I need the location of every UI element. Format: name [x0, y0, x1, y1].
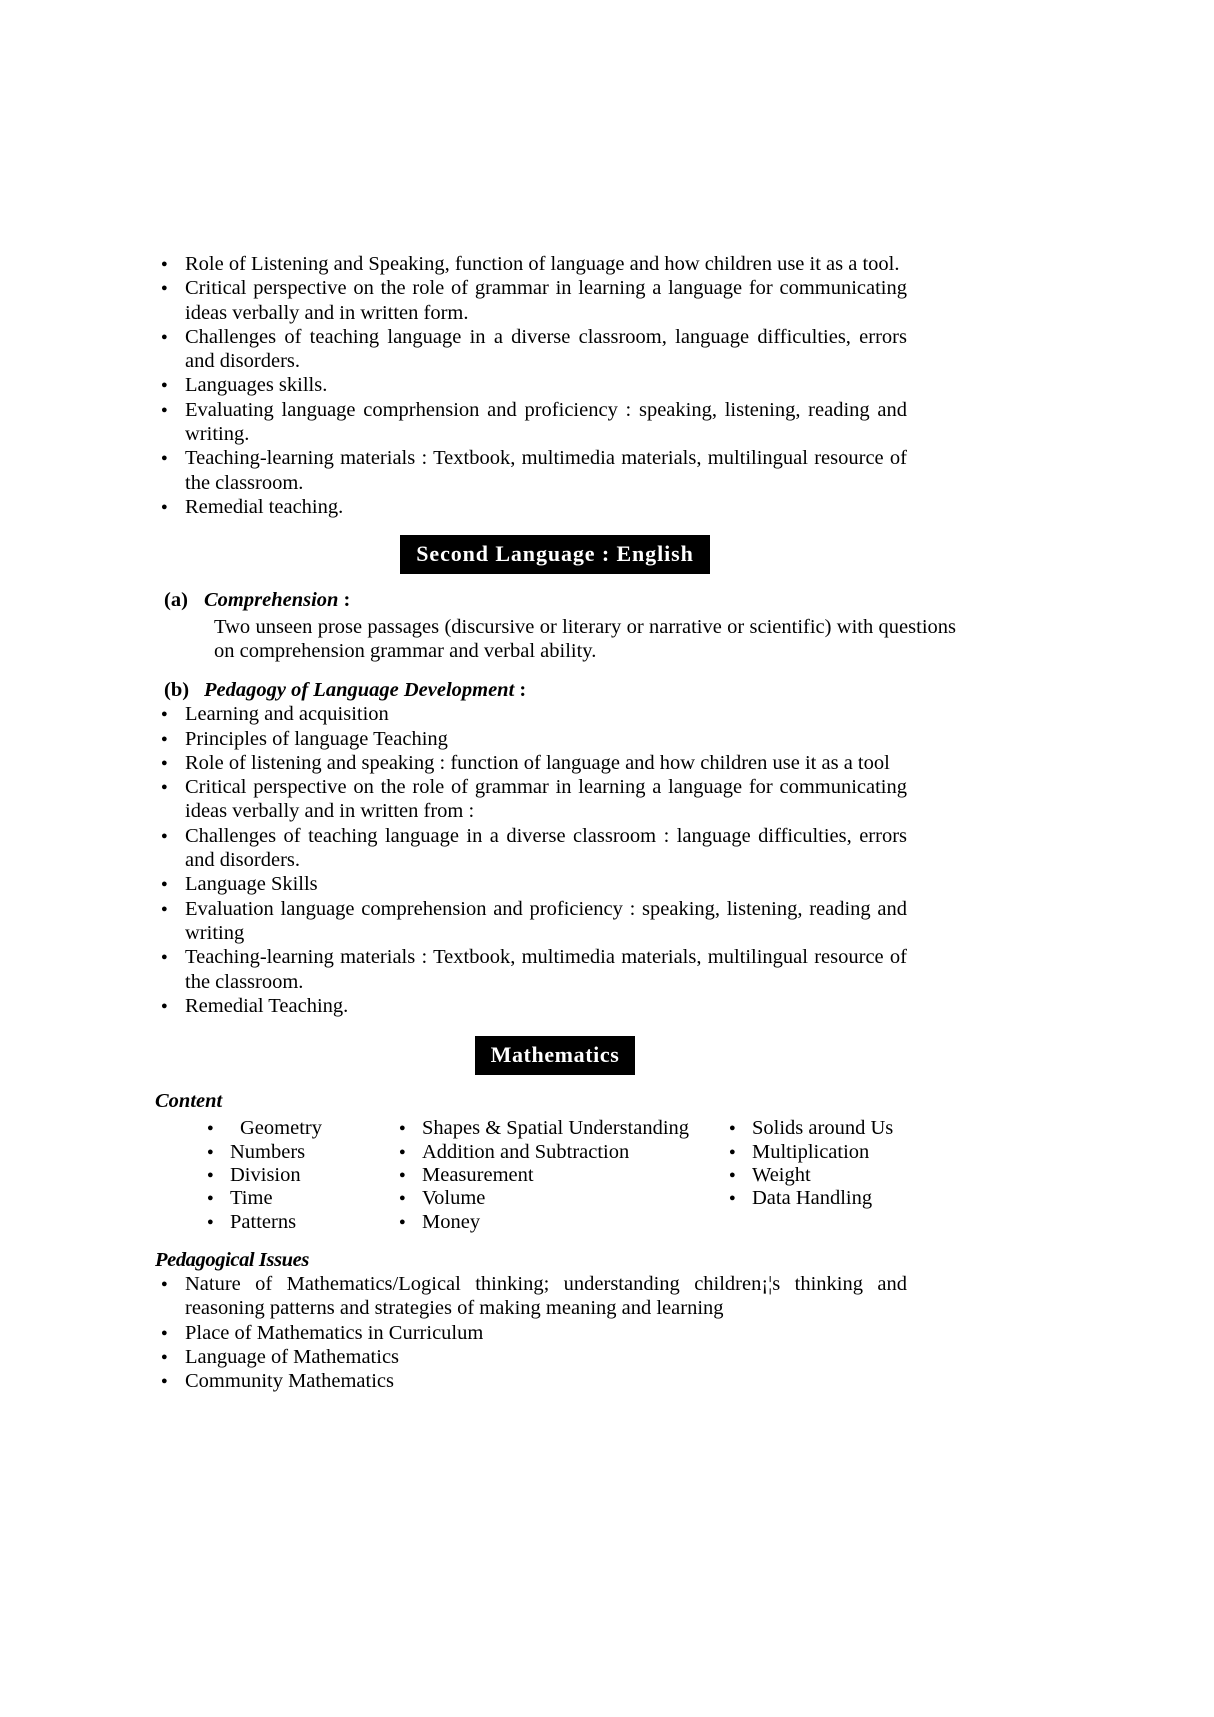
pedagogical-issues-list	[155, 1272, 907, 1393]
list-item: ● Role of listening and speaking : function of language and how children use it as a tool	[155, 751, 907, 775]
second-language-banner-row	[155, 535, 955, 574]
section-b-heading	[164, 678, 955, 703]
list-item: ● Nature of Mathematics/Logical thinking; understanding children¡¦s thinking and reasoning patterns and strategies of making meaning and learning	[155, 1272, 907, 1321]
second-language-heading: Second Language : English	[400, 535, 709, 574]
list-item: ● Challenges of teaching language in a diverse classroom, language difficulties, errors and disorders.	[155, 325, 907, 374]
content-list-3	[725, 1117, 955, 1211]
pedagogical-issues-label: Pedagogical Issues	[155, 1249, 309, 1272]
list-item: ● Evaluating language comprhension and proficiency : speaking, listening, reading and writing.	[155, 398, 907, 447]
language-pedagogy-list	[155, 252, 907, 519]
section-a-label: (a)	[164, 589, 188, 612]
list-item: ● Weight	[725, 1164, 955, 1187]
list-item: ● Evaluation language comprehension and proficiency : speaking, listening, reading and writing	[155, 897, 907, 946]
content-column-3	[725, 1117, 955, 1234]
list-item: ● Time	[203, 1187, 395, 1210]
list-item: ● Place of Mathematics in Curriculum	[155, 1321, 907, 1345]
section-b-label: (b)	[164, 678, 190, 701]
section-a-heading	[164, 588, 955, 613]
section-b-colon: :	[519, 678, 527, 701]
list-item: ● Principles of language Teaching	[155, 727, 907, 751]
page-content	[155, 252, 955, 1394]
list-item: ● Multiplication	[725, 1141, 955, 1164]
section-a-body: Two unseen prose passages (discursive or literary or narrative or scientific) with questions on comprehension grammar and verbal ability.	[214, 615, 956, 663]
list-item: ● Numbers	[203, 1141, 395, 1164]
list-item: ● Volume	[395, 1187, 725, 1210]
section-b-list	[155, 702, 907, 1018]
list-item: ● Addition and Subtraction	[395, 1141, 725, 1164]
content-column-2	[395, 1117, 725, 1234]
list-item: ● Critical perspective on the role of grammar in learning a language for communicating ideas verbally and in written from :	[155, 775, 907, 824]
content-label: Content	[155, 1090, 223, 1113]
list-item: ● Role of Listening and Speaking, function of language and how children use it as a tool.	[155, 252, 907, 276]
list-item: ● Remedial teaching.	[155, 495, 907, 519]
list-item: ● Solids around Us	[725, 1117, 955, 1140]
list-item: ● Critical perspective on the role of grammar in learning a language for communicating ideas verbally and in written form.	[155, 276, 907, 325]
list-item: ● Languages skills.	[155, 373, 907, 397]
mathematics-banner-row	[155, 1036, 955, 1075]
list-item: ● Challenges of teaching language in a diverse classroom : language difficulties, errors and disorders.	[155, 824, 907, 873]
list-item: ● Geometry	[203, 1117, 395, 1140]
list-item: ● Remedial Teaching.	[155, 994, 907, 1018]
list-item: ● Measurement	[395, 1164, 725, 1187]
section-a-title: Comprehension	[204, 589, 339, 612]
list-item: ● Teaching-learning materials : Textbook, multimedia materials, multilingual resource of the classroom.	[155, 945, 907, 994]
list-item: ● Division	[203, 1164, 395, 1187]
list-item: ● Community Mathematics	[155, 1369, 907, 1393]
list-item: ● Money	[395, 1211, 725, 1234]
list-item: ● Language Skills	[155, 872, 907, 896]
list-item: ● Teaching-learning materials : Textbook, multimedia materials, multilingual resource of the classroom.	[155, 446, 907, 495]
content-list-2	[395, 1117, 725, 1234]
list-item: ● Data Handling	[725, 1187, 955, 1210]
content-list-1	[203, 1117, 395, 1234]
section-b-title: Pedagogy of Language Development	[204, 678, 515, 701]
content-column-1	[203, 1117, 395, 1234]
list-item: ● Shapes & Spatial Understanding	[395, 1117, 725, 1140]
list-item: ● Learning and acquisition	[155, 702, 907, 726]
content-columns	[203, 1117, 955, 1234]
section-a-colon: :	[343, 589, 351, 612]
mathematics-heading: Mathematics	[475, 1036, 636, 1075]
list-item: ● Language of Mathematics	[155, 1345, 907, 1369]
list-item: ● Patterns	[203, 1211, 395, 1234]
